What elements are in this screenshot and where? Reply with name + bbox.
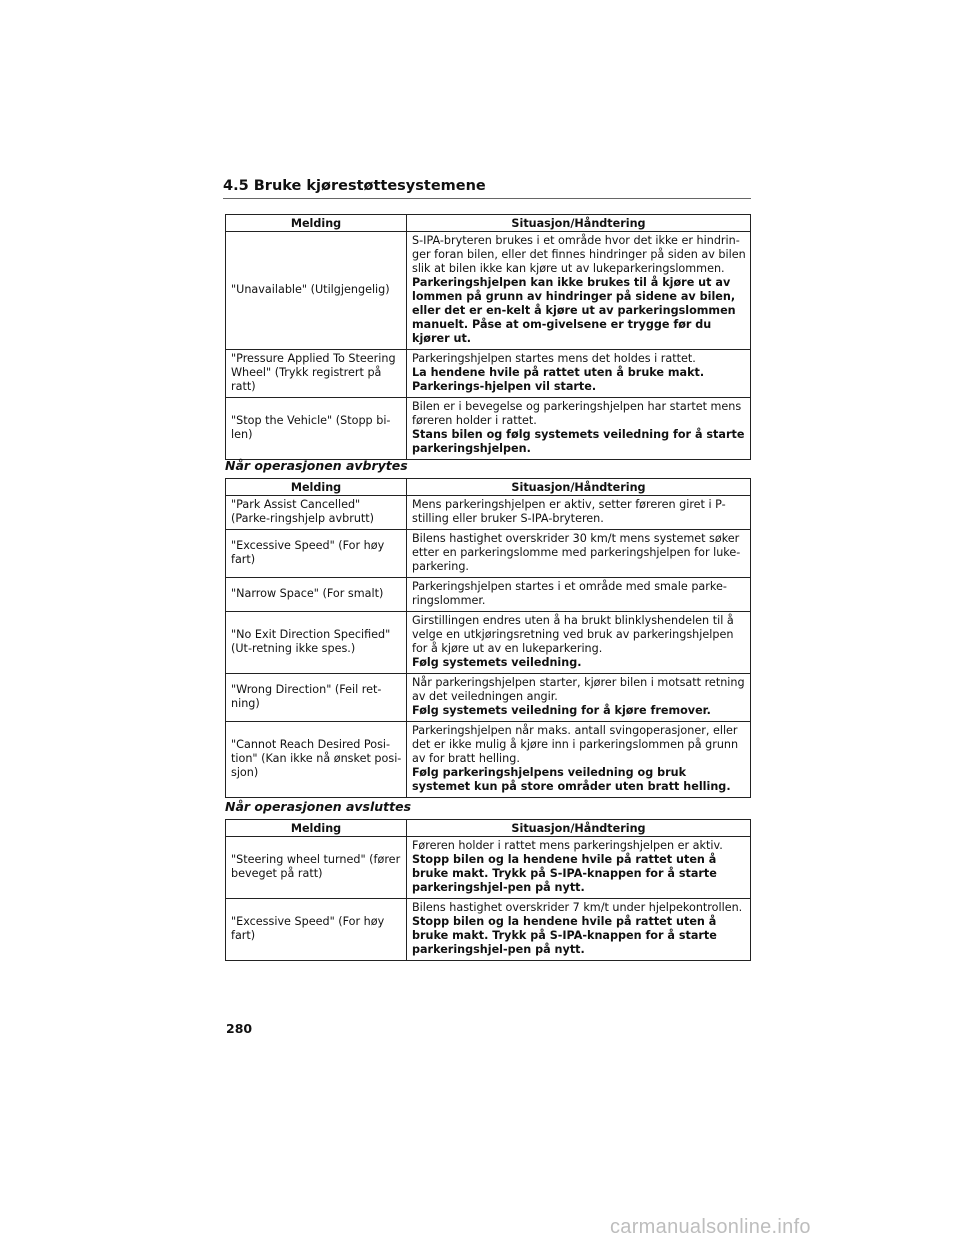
table-row <box>226 674 751 722</box>
table-row <box>226 899 751 961</box>
message-cell: "Pressure Applied To Steering Wheel" (Trykk registrert på ratt) <box>226 350 407 398</box>
instruction-text: Stopp bilen og la hendene hvile på rattet uten å bruke makt. Trykk på S-IPA-knappen for å starte parkeringshjel-pen på nytt. <box>412 915 717 956</box>
situation-text: S-IPA-bryteren brukes i et område hvor det ikke er hindrin-ger foran bilen, eller det finnes hindringer på siden av bilen slik at bilen ikke kan kjøre ut av lukeparkeringslommen. <box>412 234 746 275</box>
handling-cell <box>407 350 751 398</box>
table-header-row <box>226 215 751 232</box>
situation-text: Parkeringshjelpen startes mens det holdes i rattet. <box>412 352 696 365</box>
handling-cell <box>407 530 751 578</box>
message-cell: "Excessive Speed" (For høy fart) <box>226 530 407 578</box>
column-header-message: Melding <box>226 215 407 232</box>
situation-text: Girstillingen endres uten å ha brukt blinklyshendelen til å velge en utkjøringsretning ved bruk av parkeringshjelpen for å kjøre ut av en lukeparkering. <box>412 614 734 655</box>
table-row <box>226 722 751 798</box>
handling-cell <box>407 837 751 899</box>
table-row <box>226 496 751 530</box>
message-cell: "Narrow Space" (For smalt) <box>226 578 407 612</box>
handling-cell <box>407 722 751 798</box>
situation-text: Føreren holder i rattet mens parkeringshjelpen er aktiv. <box>412 839 723 852</box>
situation-text: Mens parkeringshjelpen er aktiv, setter føreren giret i P-stilling eller bruker S-IPA-bryteren. <box>412 498 726 525</box>
instruction-text: Stans bilen og følg systemets veiledning for å starte parkeringshjelpen. <box>412 428 745 455</box>
instruction-text: Parkeringshjelpen kan ikke brukes til å kjøre ut av lommen på grunn av hindringer på sidene av bilen, eller det er en-kelt å kjøre ut av parkeringslommen manuelt. Påse at om-givelsene er trygge før du kjører ut. <box>412 276 736 345</box>
message-cell: "Park Assist Cancelled" (Parke-ringshjelp avbrutt) <box>226 496 407 530</box>
handling-cell <box>407 612 751 674</box>
column-header-situation: Situasjon/Håndtering <box>407 479 751 496</box>
subheading-cancelled: Når operasjonen avbrytes <box>225 458 408 473</box>
handling-cell <box>407 232 751 350</box>
message-table-1 <box>225 214 751 460</box>
message-cell: "Excessive Speed" (For høy fart) <box>226 899 407 961</box>
table-row <box>226 530 751 578</box>
column-header-situation: Situasjon/Håndtering <box>407 820 751 837</box>
situation-text: Parkeringshjelpen startes i et område med smale parke-ringslommer. <box>412 580 727 607</box>
instruction-text: La hendene hvile på rattet uten å bruke makt. Parkerings-hjelpen vil starte. <box>412 366 705 393</box>
message-cell: "Unavailable" (Utilgjengelig) <box>226 232 407 350</box>
message-cell: "Cannot Reach Desired Posi-tion" (Kan ikke nå ønsket posi-sjon) <box>226 722 407 798</box>
table-row <box>226 232 751 350</box>
handling-cell <box>407 398 751 460</box>
message-table-3 <box>225 819 751 961</box>
instruction-text: Stopp bilen og la hendene hvile på rattet uten å bruke makt. Trykk på S-IPA-knappen for å starte parkeringshjel-pen på nytt. <box>412 853 717 894</box>
table-header-row <box>226 479 751 496</box>
message-table-2 <box>225 478 751 798</box>
instruction-text: Følg systemets veiledning for å kjøre fremover. <box>412 704 711 717</box>
message-cell: "Stop the Vehicle" (Stopp bi-len) <box>226 398 407 460</box>
table-row <box>226 612 751 674</box>
column-header-message: Melding <box>226 479 407 496</box>
message-cell: "Steering wheel turned" (fører beveget på ratt) <box>226 837 407 899</box>
instruction-text: Følg parkeringshjelpens veiledning og bruk systemet kun på store områder uten bratt helling. <box>412 766 731 793</box>
handling-cell <box>407 496 751 530</box>
situation-text: Parkeringshjelpen når maks. antall svingoperasjoner, eller det er ikke mulig å kjøre inn i parkeringslommen på grunn av for bratt helling. <box>412 724 739 765</box>
column-header-situation: Situasjon/Håndtering <box>407 215 751 232</box>
handling-cell <box>407 674 751 722</box>
message-cell: "Wrong Direction" (Feil ret-ning) <box>226 674 407 722</box>
column-header-message: Melding <box>226 820 407 837</box>
table-header-row <box>226 820 751 837</box>
table-row <box>226 837 751 899</box>
message-cell: "No Exit Direction Specified" (Ut-retning ikke spes.) <box>226 612 407 674</box>
situation-text: Når parkeringshjelpen starter, kjører bilen i motsatt retning av det veiledningen angir. <box>412 676 745 703</box>
situation-text: Bilens hastighet overskrider 30 km/t mens systemet søker etter en parkeringslomme med parkeringshjelpen for luke-parkering. <box>412 532 741 573</box>
table-row <box>226 578 751 612</box>
table-row <box>226 398 751 460</box>
handling-cell <box>407 899 751 961</box>
situation-text: Bilen er i bevegelse og parkeringshjelpen har startet mens føreren holder i rattet. <box>412 400 742 427</box>
instruction-text: Følg systemets veiledning. <box>412 656 582 669</box>
subheading-ended: Når operasjonen avsluttes <box>225 799 412 814</box>
watermark: carmanualsonline.info <box>610 1216 811 1238</box>
table-row <box>226 350 751 398</box>
handling-cell <box>407 578 751 612</box>
situation-text: Bilens hastighet overskrider 7 km/t under hjelpekontrollen. <box>412 901 743 914</box>
page-number: 280 <box>226 1021 253 1036</box>
section-title: 4.5 Bruke kjørestøttesystemene <box>223 178 751 199</box>
